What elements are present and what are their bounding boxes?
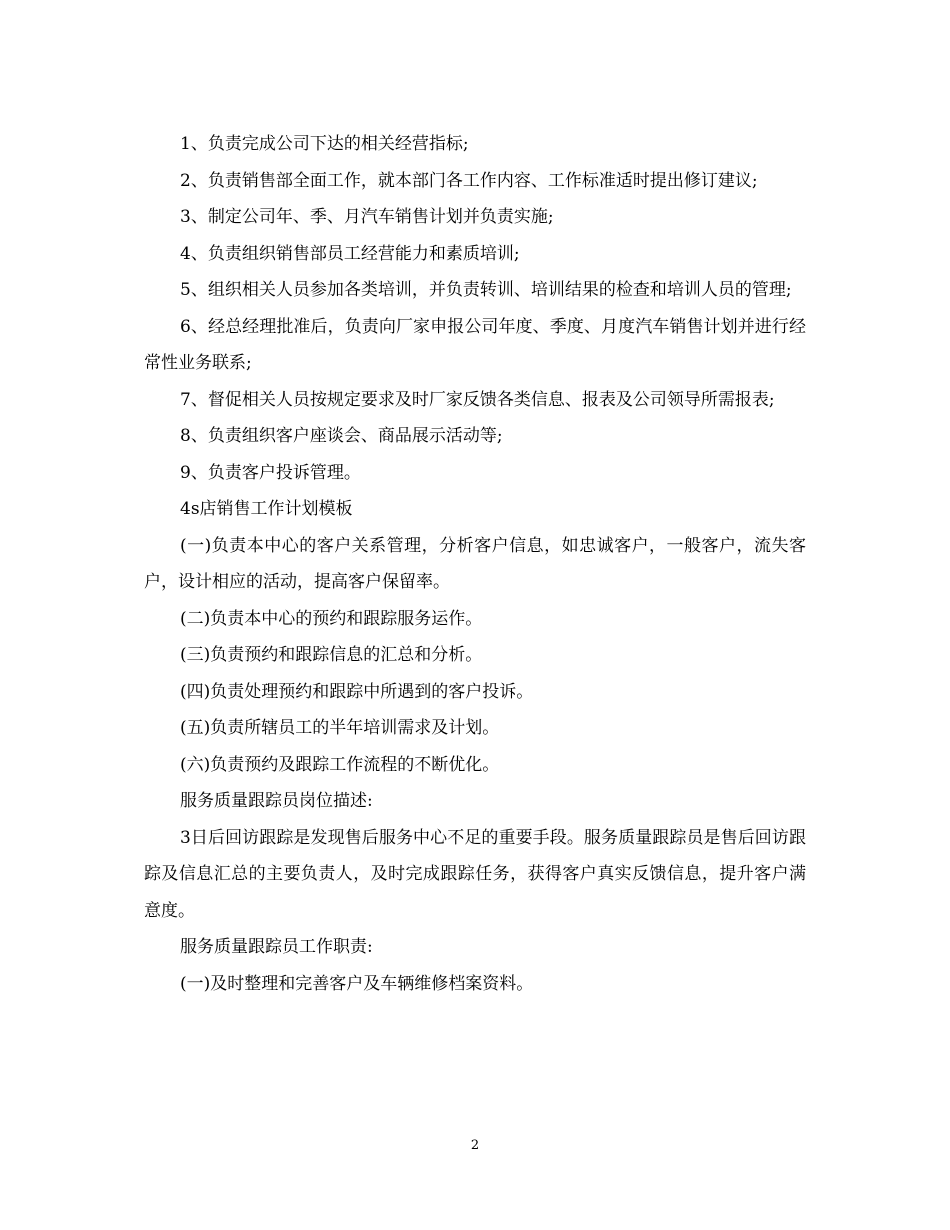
paragraph: (六)负责预约及跟踪工作流程的不断优化。 bbox=[180, 754, 500, 775]
paragraph: 9、负责客户投诉管理。 bbox=[180, 462, 361, 483]
section-heading: 服务质量跟踪员工作职责: bbox=[180, 937, 373, 957]
paragraph: (四)负责处理预约和跟踪中所遇到的客户投诉。 bbox=[180, 681, 534, 702]
paragraph: (五)负责所辖员工的半年培训需求及计划。 bbox=[180, 718, 500, 738]
paragraph: 5、组织相关人员参加各类培训，并负责转训、培训结果的检查和培训人员的管理; bbox=[180, 280, 792, 300]
paragraph: 3、制定公司年、季、月汽车销售计划并负责实施; bbox=[180, 207, 554, 227]
paragraph: (三)负责预约和跟踪信息的汇总和分析。 bbox=[180, 645, 483, 665]
paragraph: 2、负责销售部全面工作，就本部门各工作内容、工作标准适时提出修订建议; bbox=[180, 170, 758, 191]
page-number: 2 bbox=[470, 1138, 480, 1153]
paragraph: 4、负责组织销售部员工经营能力和素质培训; bbox=[180, 243, 520, 264]
paragraph: (二)负责本中心的预约和跟踪服务运作。 bbox=[180, 608, 483, 629]
section-heading: 4s店销售工作计划模板 bbox=[180, 499, 353, 519]
section-heading: 服务质量跟踪员岗位描述: bbox=[180, 791, 373, 811]
paragraph: 7、督促相关人员按规定要求及时厂家反馈各类信息、报表及公司领导所需报表; bbox=[180, 389, 775, 410]
paragraph: 8、负责组织客户座谈会、商品展示活动等; bbox=[180, 426, 503, 446]
paragraph: 1、负责完成公司下达的相关经营指标; bbox=[180, 134, 469, 154]
document-body bbox=[144, 126, 806, 1002]
paragraph: (一)负责本中心的客户关系管理，分析客户信息，如忠诚客户，一般客户，流失客户，设计相应的活动，提高客户保留率。 bbox=[144, 535, 806, 592]
paragraph: (一)及时整理和完善客户及车辆维修档案资料。 bbox=[180, 973, 534, 994]
paragraph: 6、经总经理批准后，负责向厂家申报公司年度、季度、月度汽车销售计划并进行经常性业务联系; bbox=[144, 316, 806, 373]
paragraph: 3日后回访跟踪是发现售后服务中心不足的重要手段。服务质量跟踪员是售后回访跟踪及信息汇总的主要负责人，及时完成跟踪任务，获得客户真实反馈信息，提升客户满意度。 bbox=[144, 827, 806, 921]
